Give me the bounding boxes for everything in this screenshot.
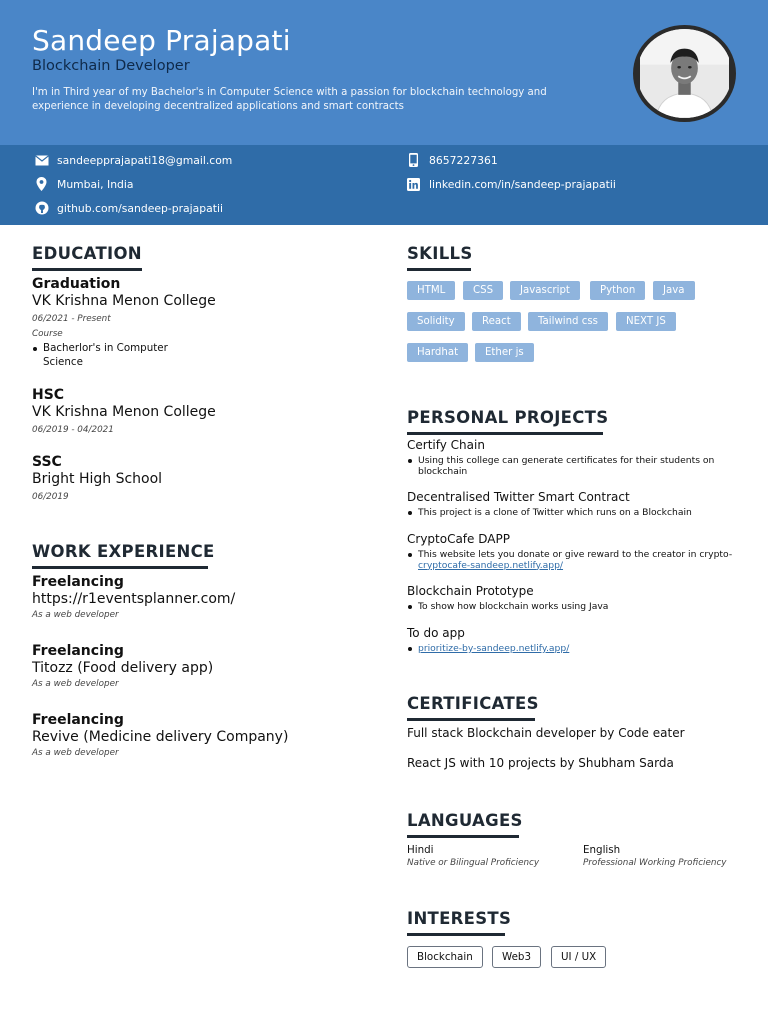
linkedin-text: linkedin.com/in/sandeep-prajapatii [429,177,616,191]
phone-text: 8657227361 [429,153,498,167]
email-text: sandeepprajapati18@gmail.com [57,153,233,167]
projects-title [407,408,608,427]
skill-tag: HTML [407,281,455,300]
project-desc-text: This project is a clone of Twitter which runs on a Blockchain [418,507,692,518]
interests-underline [407,933,505,936]
location-pin-icon [34,177,49,191]
bullet-dot [408,553,412,557]
profile-photo [633,25,736,122]
skill-tag: Javascript [510,281,580,300]
interests-title-text: INTERESTS [407,909,512,928]
edu-degree: SSC [32,454,62,470]
work-note: As a web developer [32,679,119,689]
project-link[interactable]: prioritize-by-sandeep.netlify.app/ [418,643,570,654]
project-name: Blockchain Prototype [407,584,534,598]
project-name: Certify Chain [407,438,485,452]
contact-location [34,176,134,192]
work-project: Revive (Medicine delivery Company) [32,729,289,745]
interests-title [407,909,511,928]
edu-course-label: Course [32,329,63,339]
languages-underline [407,835,519,838]
project-desc-text: Using this college can generate certificates for their students on blockchain [418,455,715,477]
work-role: Freelancing [32,574,124,590]
edu-dates: 06/2019 - 04/2021 [32,425,114,435]
work-note: As a web developer [32,610,119,620]
work-note: As a web developer [32,748,119,758]
project-desc-text: This website lets you donate or give reward to the creator in crypto- [418,549,733,560]
certificates-title-text: CERTIFICATES [407,694,539,713]
certificates-title [407,694,539,713]
phone-icon [406,153,421,167]
project-name: Decentralised Twitter Smart Contract [407,490,630,504]
work-title-text: WORK EXPERIENCE [32,542,215,561]
certificates-underline [407,718,535,721]
contact-phone[interactable] [406,152,498,168]
bullet-dot [33,347,37,351]
bullet-dot [408,459,412,463]
language-level: Professional Working Proficiency [583,858,727,868]
project-name: CryptoCafe DAPP [407,532,510,546]
projects-underline [407,432,603,435]
skill-tag: Hardhat [407,343,468,362]
location-text: Mumbai, India [57,177,134,191]
contact-github[interactable] [34,200,223,216]
certificate-item: Full stack Blockchain developer by Code eater [407,726,685,740]
education-title-text: EDUCATION [32,244,142,263]
language-name: Hindi [407,844,434,856]
contact-bar [0,145,768,225]
skill-tag: Python [590,281,645,300]
edu-degree: HSC [32,387,65,403]
project-desc [418,644,738,655]
languages-title-text: LANGUAGES [407,811,523,830]
skills-title [407,244,473,263]
bullet-dot [408,647,412,651]
project-name: To do app [407,626,465,640]
skill-tag: Solidity [407,312,465,331]
skill-tag: Java [653,281,695,300]
candidate-name: Sandeep Prajapati [32,24,291,57]
projects-title-text: PERSONAL PROJECTS [407,408,609,427]
certificate-item: React JS with 10 projects by Shubham Sarda [407,756,674,770]
linkedin-icon [406,177,421,191]
work-role: Freelancing [32,712,124,728]
work-role: Freelancing [32,643,124,659]
interest-tag: Web3 [492,946,541,968]
project-desc [418,508,738,519]
project-desc [418,456,738,477]
bullet-dot [408,605,412,609]
skill-tag: Tailwind css [528,312,608,331]
contact-email[interactable] [34,152,232,168]
candidate-role: Blockchain Developer [32,58,190,74]
github-icon [34,201,49,215]
email-icon [34,153,49,167]
skill-tag: CSS [463,281,503,300]
edu-course [43,342,183,369]
work-project: Titozz (Food delivery app) [32,660,214,676]
project-desc-text: To show how blockchain works using Java [418,601,609,612]
language-level: Native or Bilingual Proficiency [407,858,540,868]
education-title [32,244,142,263]
languages-title [407,811,523,830]
project-desc [418,602,738,613]
bullet-dot [408,511,412,515]
skills-underline [407,268,471,271]
skill-tag: NEXT JS [616,312,676,331]
interest-tag: Blockchain [407,946,483,968]
edu-dates: 06/2021 - Present [32,314,111,324]
edu-school: VK Krishna Menon College [32,293,216,309]
contact-linkedin[interactable] [406,176,616,192]
work-project: https://r1eventsplanner.com/ [32,591,236,607]
skill-tag: Ether js [475,343,534,362]
work-underline [32,566,208,569]
edu-degree: Graduation [32,276,121,292]
candidate-summary: I'm in Third year of my Bachelor's in Computer Science with a passion for blockchain technology and experience in developing decentralized applications and smart contracts [32,87,547,112]
interest-tag: UI / UX [551,946,606,968]
project-desc [418,550,738,571]
edu-school: VK Krishna Menon College [32,404,216,420]
resume-header [0,0,768,145]
skills-title-text: SKILLS [407,244,473,263]
language-name: English [583,844,621,856]
edu-dates: 06/2019 [32,492,69,502]
skill-tag: React [472,312,521,331]
work-title [32,542,215,561]
github-text: github.com/sandeep-prajapatii [57,201,223,215]
profile-photo-image [637,29,732,118]
edu-course-text: Bacherlor's in Computer Science [43,342,168,368]
project-link[interactable]: cryptocafe-sandeep.netlify.app/ [418,559,564,571]
edu-school: Bright High School [32,471,163,487]
education-underline [32,268,142,271]
